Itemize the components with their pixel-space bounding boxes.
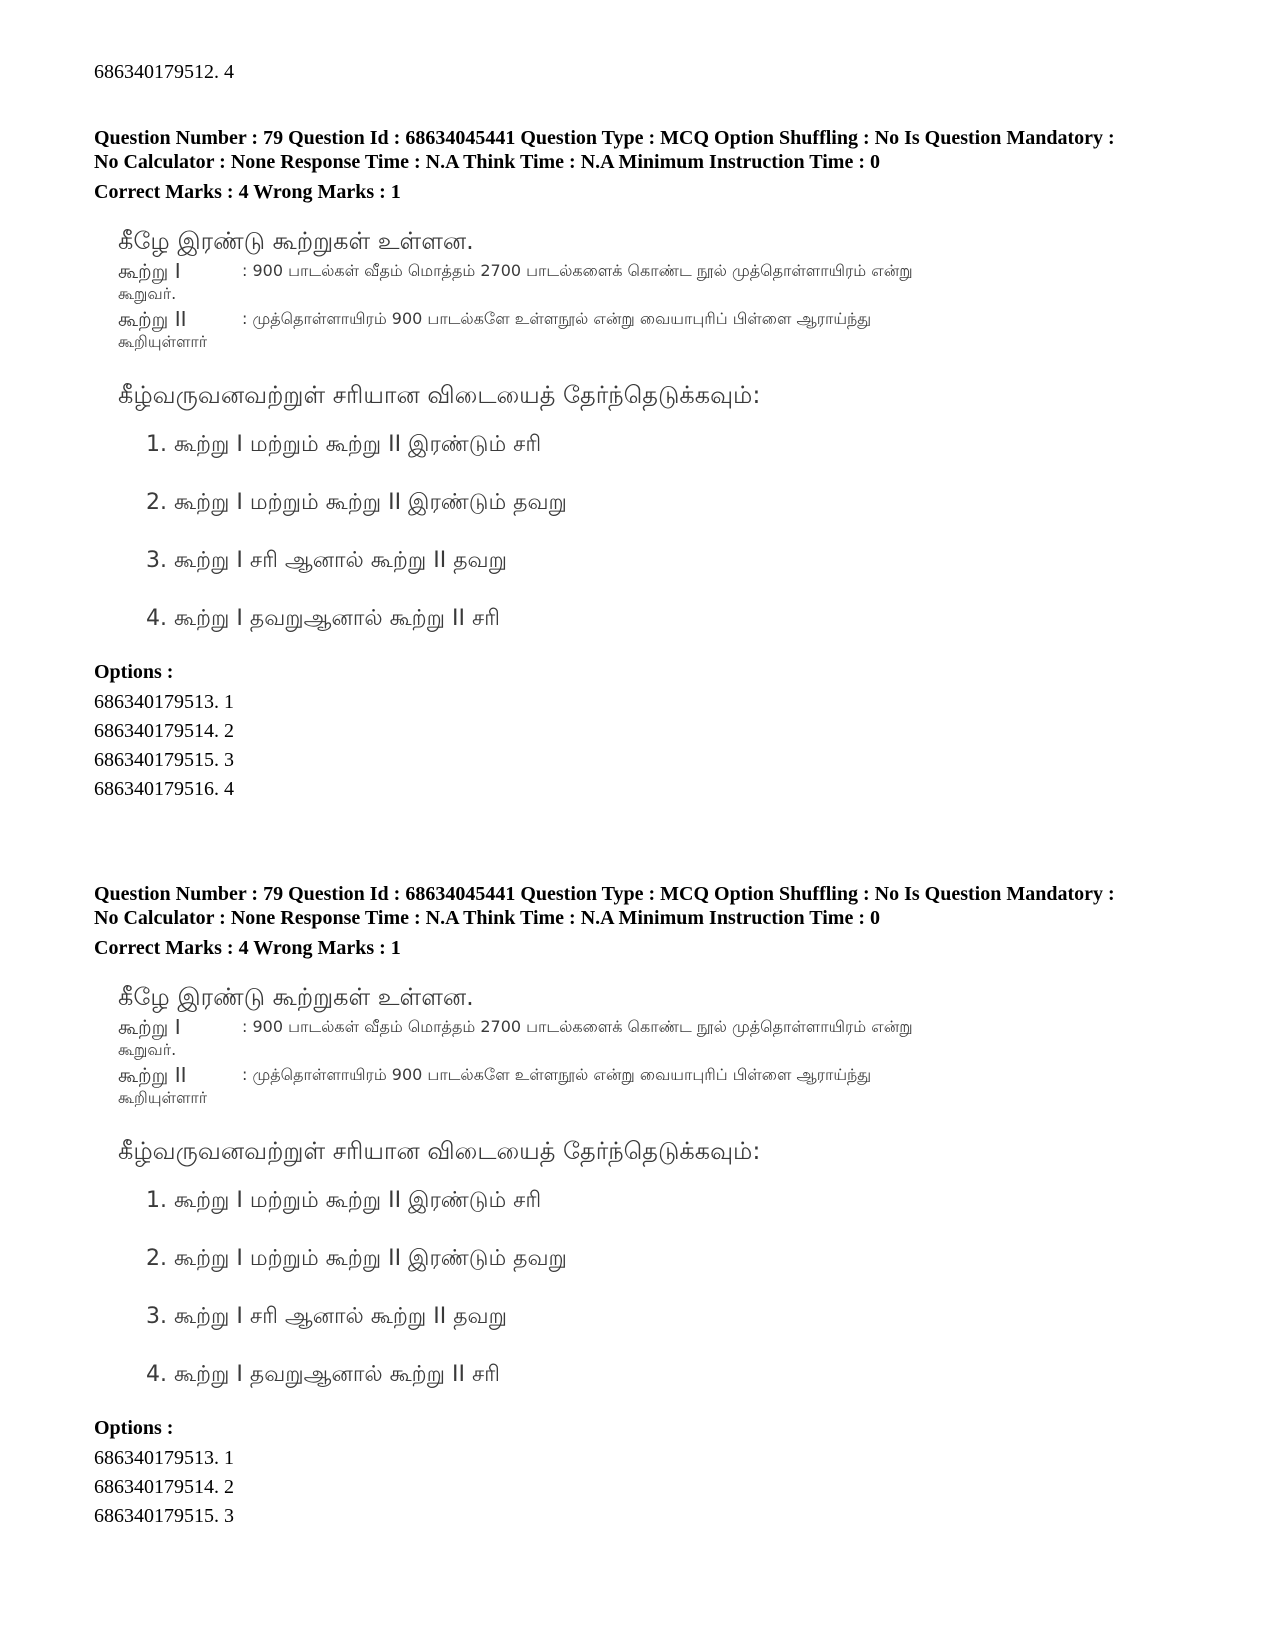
- statement-2-continuation: கூறியுள்ளார்: [118, 332, 208, 351]
- option-item: 686340179515. 3: [94, 749, 234, 771]
- option-item: 686340179516. 4: [94, 778, 234, 800]
- choice-item: 4. கூற்று I தவறுஆனால் கூற்று II சரி: [146, 1362, 500, 1387]
- question-meta-line-2: No Calculator : None Response Time : N.A Think Time : N.A Minimum Instruction Time : 0: [94, 151, 880, 173]
- statement-2-label: கூற்று II: [118, 307, 187, 331]
- question-marks: Correct Marks : 4 Wrong Marks : 1: [94, 937, 401, 959]
- statement-2-text: : முத்தொள்ளாயிரம் 900 பாடல்களே உள்ளநூல் என்று வையாபுரிப் பிள்ளை ஆராய்ந்து: [242, 309, 872, 328]
- statement-1-continuation: கூறுவர்.: [118, 284, 177, 303]
- statement-2: [118, 306, 1118, 332]
- statement-1-continuation: கூறுவர்.: [118, 1040, 177, 1059]
- statement-1-text: : 900 பாடல்கள் வீதம் மொத்தம் 2700 பாடல்களைக் கொண்ட நூல் முத்தொள்ளாயிரம் என்று: [242, 1017, 913, 1036]
- statement-2-text: : முத்தொள்ளாயிரம் 900 பாடல்களே உள்ளநூல் என்று வையாபுரிப் பிள்ளை ஆராய்ந்து: [242, 1065, 872, 1084]
- choice-list: [146, 430, 1118, 662]
- choice-item: 1. கூற்று I மற்றும் கூற்று II இரண்டும் சரி: [146, 432, 542, 457]
- choice-item: 3. கூற்று I சரி ஆனால் கூற்று II தவறு: [146, 1304, 507, 1329]
- options-list: [94, 688, 1214, 804]
- statement-1: [118, 1014, 1118, 1040]
- option-item: 686340179515. 3: [94, 1505, 234, 1527]
- question-intro: கீழே இரண்டு கூற்றுகள் உள்ளன.: [118, 227, 474, 255]
- statement-1-label: கூற்று I: [118, 1015, 181, 1039]
- previous-option-line: 686340179512. 4: [94, 61, 234, 83]
- statement-2-continuation: கூறியுள்ளார்: [118, 1088, 208, 1107]
- choice-item: 4. கூற்று I தவறுஆனால் கூற்று II சரி: [146, 606, 500, 631]
- statement-1-label: கூற்று I: [118, 259, 181, 283]
- choice-item: 3. கூற்று I சரி ஆனால் கூற்று II தவறு: [146, 548, 507, 573]
- choice-item: 2. கூற்று I மற்றும் கூற்று II இரண்டும் தவறு: [146, 490, 567, 515]
- question-meta-line-1: Question Number : 79 Question Id : 68634045441 Question Type : MCQ Option Shuffling : No Is Question Mandatory :: [94, 127, 1115, 149]
- choice-item: 2. கூற்று I மற்றும் கூற்று II இரண்டும் தவறு: [146, 1246, 567, 1271]
- question-marks: Correct Marks : 4 Wrong Marks : 1: [94, 181, 401, 203]
- options-list: [94, 1444, 1214, 1531]
- option-item: 686340179513. 1: [94, 1447, 234, 1469]
- option-item: 686340179514. 2: [94, 720, 234, 742]
- choice-item: 1. கூற்று I மற்றும் கூற்று II இரண்டும் சரி: [146, 1188, 542, 1213]
- options-heading: Options :: [94, 1417, 174, 1439]
- statement-1-text: : 900 பாடல்கள் வீதம் மொத்தம் 2700 பாடல்களைக் கொண்ட நூல் முத்தொள்ளாயிரம் என்று: [242, 261, 913, 280]
- options-heading: Options :: [94, 661, 174, 683]
- question-meta-line-1: Question Number : 79 Question Id : 68634045441 Question Type : MCQ Option Shuffling : No Is Question Mandatory :: [94, 883, 1115, 905]
- question-block-2: [94, 882, 1214, 1531]
- statement-2: [118, 1062, 1118, 1088]
- option-item: 686340179513. 1: [94, 691, 234, 713]
- question-meta-line-2: No Calculator : None Response Time : N.A Think Time : N.A Minimum Instruction Time : 0: [94, 907, 880, 929]
- option-item: 686340179514. 2: [94, 1476, 234, 1498]
- question-image: [118, 226, 1118, 662]
- question-instruction: கீழ்வருவனவற்றுள் சரியான விடையைத் தேர்ந்தெடுக்கவும்:: [118, 1137, 761, 1165]
- statement-1: [118, 258, 1118, 284]
- question-intro: கீழே இரண்டு கூற்றுகள் உள்ளன.: [118, 983, 474, 1011]
- question-block-1: [94, 126, 1214, 804]
- question-instruction: கீழ்வருவனவற்றுள் சரியான விடையைத் தேர்ந்தெடுக்கவும்:: [118, 381, 761, 409]
- statement-2-label: கூற்று II: [118, 1063, 187, 1087]
- choice-list: [146, 1186, 1118, 1418]
- question-image: [118, 982, 1118, 1418]
